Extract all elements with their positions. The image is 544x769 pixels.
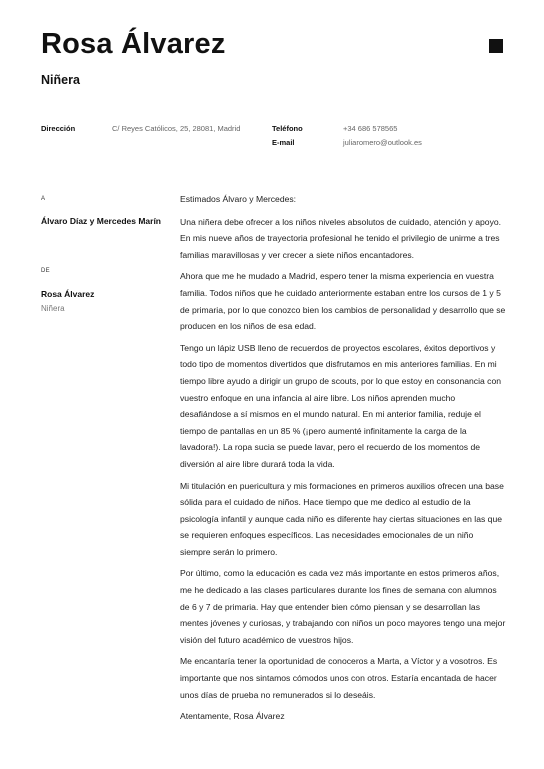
recipient-name: Álvaro Díaz y Mercedes Marín [41, 216, 161, 226]
address-label: Dirección [41, 124, 76, 133]
sender-label: DE [41, 268, 50, 274]
letter-paragraph: Ahora que me he mudado a Madrid, espero tener la misma experiencia en vuestra familia. Todos niños que he cuidado anteriormente estaban entre los cursos de 1 y 5 de primaria, por lo que conozco bien los cambios de personalidad y desarrollo que se producen en los niños de esa edad. [180, 271, 506, 332]
address-value: C/ Reyes Católicos, 25, 28081, Madrid [112, 124, 241, 133]
email-value: juliaromero@outlook.es [343, 138, 422, 147]
letter-paragraph: Tengo un lápiz USB lleno de recuerdos de proyectos escolares, éxitos deportivos y todo tipo de momentos divertidos que disfrutamos en mis anteriores familias. En mi tiempo libre ayudo a dirigir un grupo de scouts, por lo que estoy en consonancia con vuestro enfoque en una infancia al aire libre. Los niños aprenden mucho desafiándose a sí mismos en el mundo natural. En mi anterior familia, reduje el tiempo de pantallas en un 85 % (¡pero aumenté infinitamente la carga de la lavadora!). La ropa sucia se puede lavar, pero el recuerdo de los momentos de diversión al aire libre durará toda la vida. [180, 342, 502, 469]
sender-role: Niñera [41, 304, 65, 313]
phone-value: +34 686 578565 [343, 124, 398, 133]
letter-paragraph: Mi titulación en puericultura y mis formaciones en primeros auxilios ofrecen una base sólida para el cuidado de niños. Hace tiempo que me dedico al estudio de la psicología infantil y aunque cada niño es diferente hay ciertas situaciones en las que se requieren enfoques específicos. Las necesidades emocionales de un niño siempre serán lo primero. [180, 480, 504, 557]
recipient-label: A [41, 196, 46, 202]
applicant-name: Rosa Álvarez [41, 28, 226, 60]
decorative-square-icon [489, 39, 503, 53]
letter-paragraph: Una niñera debe ofrecer a los niños niveles absolutos de cuidado, atención y apoyo. En mis nueve años de trayectoria profesional he tenido el privilegio de unirme a tres familias maravillosas y ver crecer a siete niños encantadores. [180, 216, 502, 260]
letter-paragraph: Me encantaría tener la oportunidad de conoceros a Marta, a Víctor y a vosotros. Es importante que nos sintamos cómodos unos con otros. Estaría encantada de hacer unos días de prueba no remunerados si lo deseáis. [180, 656, 498, 700]
letter-paragraph: Por último, como la educación es cada vez más importante en estos primeros años, me he dedicado a las clases particulares durante los fines de semana con alumnos de 6 y 7 de primaria. Hay que entender bien cómo piensan y se desarrollan las mentes jóvenes y curiosas, y trabajando con niños un poco mayores tengo una mejor visión del futuro académico de vuestros hijos. [180, 568, 506, 645]
phone-label: Teléfono [272, 124, 303, 133]
sender-name: Rosa Álvarez [41, 289, 95, 299]
email-label: E-mail [272, 138, 295, 147]
applicant-role: Niñera [41, 73, 80, 87]
letter-body [180, 191, 506, 730]
letter-closing: Atentamente, Rosa Álvarez [180, 711, 285, 722]
letter-greeting: Estimados Álvaro y Mercedes: [180, 194, 297, 204]
